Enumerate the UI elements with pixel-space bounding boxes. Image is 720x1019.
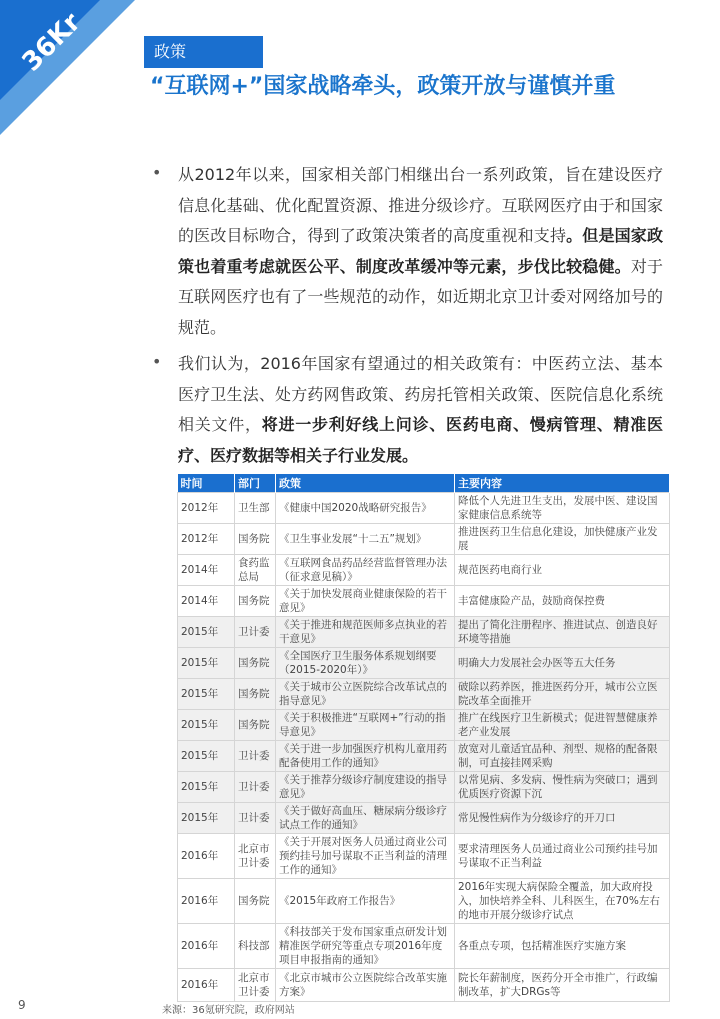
cell-policy: 《科技部关于发布国家重点研发计划精准医学研究等重点专项2016年度项目申报指南的通知》 (276, 924, 455, 969)
cell-policy: 《关于开展对医务人员通过商业公司预约挂号加号谋取不正当利益的清理工作的通知》 (276, 834, 455, 879)
table-row (178, 679, 670, 710)
cell-content: 以常见病、多发病、慢性病为突破口；遇到优质医疗资源下沉 (455, 772, 670, 803)
table-row (178, 741, 670, 772)
table-row (178, 924, 670, 969)
cell-policy: 《关于积极推进“互联网+”行动的指导意见》 (276, 710, 455, 741)
cell-year: 2016年 (178, 834, 235, 879)
source-note: 来源：36氪研究院，政府网站 (162, 1005, 295, 1016)
cell-department: 卫计委 (235, 772, 276, 803)
cell-content: 推进医药卫生信息化建设，加快健康产业发展 (455, 524, 670, 555)
cell-year: 2015年 (178, 710, 235, 741)
cell-year: 2015年 (178, 617, 235, 648)
cell-department: 卫计委 (235, 803, 276, 834)
cell-year: 2015年 (178, 648, 235, 679)
cell-department: 国务院 (235, 586, 276, 617)
cell-content: 院长年薪制度，医药分开全市推广，行政编制改革，扩大DRGs等 (455, 969, 670, 1002)
cell-department: 国务院 (235, 524, 276, 555)
cell-department: 国务院 (235, 648, 276, 679)
cell-content: 2016年实现大病保险全覆盖，加大政府投入，加快培养全科、儿科医生，在70%左右的地市开展分级诊疗试点 (455, 879, 670, 924)
cell-department: 国务院 (235, 879, 276, 924)
cell-content: 常见慢性病作为分级诊疗的开刀口 (455, 803, 670, 834)
cell-year: 2015年 (178, 803, 235, 834)
cell-content: 明确大力发展社会办医等五大任务 (455, 648, 670, 679)
cell-content: 推广在线医疗卫生新模式；促进智慧健康养老产业发展 (455, 710, 670, 741)
cell-year: 2015年 (178, 741, 235, 772)
table-header-row (178, 474, 670, 493)
column-header: 政策 (276, 474, 455, 493)
cell-content: 放宽对儿童适宜品种、剂型、规格的配备限制，可直接挂网采购 (455, 741, 670, 772)
cell-year: 2014年 (178, 586, 235, 617)
cell-content: 丰富健康险产品，鼓励商保控费 (455, 586, 670, 617)
bold-text-segment: 。但是国家政策也着重考虑就医公平、制度改革缓冲等元素，步伐比较稳健。 (178, 226, 663, 276)
text-segment: 对于互联网医疗也有了一些规范的动作，如近期北京卫计委对网络加号的规范。 (178, 256, 663, 337)
cell-content: 规范医药电商行业 (455, 555, 670, 586)
logo-36kr: 36Kr (16, 7, 87, 78)
cell-year: 2012年 (178, 524, 235, 555)
bullet-icon: • (152, 163, 162, 182)
table-row (178, 969, 670, 1002)
cell-year: 2014年 (178, 555, 235, 586)
cell-policy: 《健康中国2020战略研究报告》 (276, 493, 455, 524)
cell-policy: 《关于做好高血压、糖尿病分级诊疗试点工作的通知》 (276, 803, 455, 834)
cell-year: 2016年 (178, 969, 235, 1002)
cell-department: 国务院 (235, 679, 276, 710)
column-header: 时间 (178, 474, 235, 493)
bullet-paragraph-1 (178, 160, 663, 343)
cell-policy: 《互联网食品药品经营监督管理办法（征求意见稿）》 (276, 555, 455, 586)
cell-department: 食药监总局 (235, 555, 276, 586)
table-row (178, 834, 670, 879)
table-row (178, 772, 670, 803)
cell-policy: 《关于城市公立医院综合改革试点的指导意见》 (276, 679, 455, 710)
table-row (178, 586, 670, 617)
cell-content: 破除以药养医，推进医药分开，城市公立医院改革全面推开 (455, 679, 670, 710)
table-row (178, 648, 670, 679)
column-header: 主要内容 (455, 474, 670, 493)
cell-content: 降低个人先进卫生支出，发展中医、建设国家健康信息系统等 (455, 493, 670, 524)
cell-department: 卫生部 (235, 493, 276, 524)
table-row (178, 617, 670, 648)
bullet-paragraph-2 (178, 349, 663, 471)
cell-content: 提出了简化注册程序、推进试点、创造良好环境等措施 (455, 617, 670, 648)
cell-policy: 《全国医疗卫生服务体系规划纲要（2015-2020年）》 (276, 648, 455, 679)
text-segment: 从2012年以来，国家相关部门相继出台一系列政策，旨在建设医疗信息化基础、优化配置资源、推进分级诊疗。互联网医疗由于和国家的医改目标吻合，得到了政策决策者的高度重视和支持 (178, 165, 663, 245)
cell-policy: 《关于推进和规范医师多点执业的若干意见》 (276, 617, 455, 648)
page-title: “互联网+”国家战略牵头，政策开放与谨慎并重 (150, 74, 616, 99)
cell-department: 卫计委 (235, 617, 276, 648)
table-row (178, 524, 670, 555)
cell-department: 北京市卫计委 (235, 834, 276, 879)
cell-year: 2016年 (178, 879, 235, 924)
table-row (178, 879, 670, 924)
table-row (178, 710, 670, 741)
cell-department: 国务院 (235, 710, 276, 741)
policy-table (177, 474, 670, 1002)
cell-year: 2012年 (178, 493, 235, 524)
cell-policy: 《关于进一步加强医疗机构儿童用药配备使用工作的通知》 (276, 741, 455, 772)
cell-department: 卫计委 (235, 741, 276, 772)
cell-policy: 《关于加快发展商业健康保险的若干意见》 (276, 586, 455, 617)
section-tag: 政策 (144, 36, 263, 68)
cell-year: 2015年 (178, 679, 235, 710)
table-row (178, 493, 670, 524)
cell-year: 2016年 (178, 924, 235, 969)
table-row (178, 803, 670, 834)
cell-policy: 《北京市城市公立医院综合改革实施方案》 (276, 969, 455, 1002)
cell-policy: 《2015年政府工作报告》 (276, 879, 455, 924)
text-segment: 我们认为，2016年国家有望通过的相关政策有：中医药立法、基本医疗卫生法、处方药网售政策、药房托管相关政策、医院信息化系统相关文件， (178, 354, 663, 434)
page-number: 9 (18, 998, 26, 1012)
cell-content: 各重点专项，包括精准医疗实施方案 (455, 924, 670, 969)
bold-text-segment: 将进一步利好线上问诊、医药电商、慢病管理、精准医疗、医疗数据等相关子行业发展。 (178, 415, 663, 465)
cell-policy: 《关于推荐分级诊疗制度建设的指导意见》 (276, 772, 455, 803)
cell-department: 科技部 (235, 924, 276, 969)
bullet-icon: • (152, 352, 162, 371)
cell-department: 北京市卫计委 (235, 969, 276, 1002)
table-row (178, 555, 670, 586)
cell-content: 要求清理医务人员通过商业公司预约挂号加号谋取不正当利益 (455, 834, 670, 879)
cell-year: 2015年 (178, 772, 235, 803)
logo-corner-banner (0, 0, 140, 140)
cell-policy: 《卫生事业发展“十二五”规划》 (276, 524, 455, 555)
column-header: 部门 (235, 474, 276, 493)
